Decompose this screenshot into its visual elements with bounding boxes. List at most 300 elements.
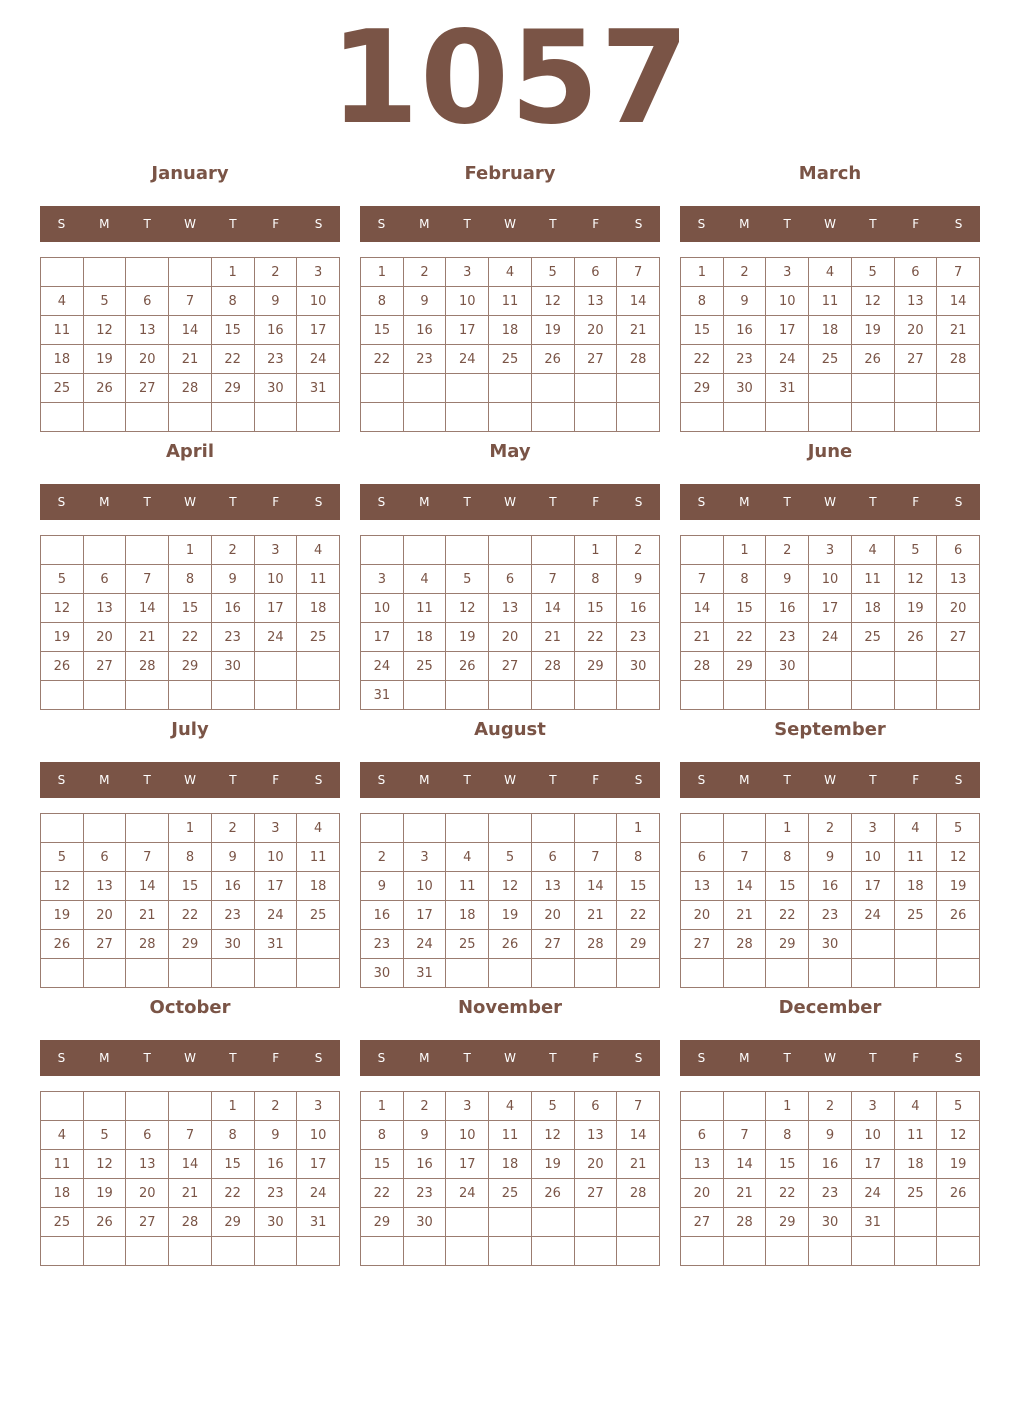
empty-cell [211,1237,254,1266]
day-cell: 26 [894,623,937,652]
week-row [361,623,660,652]
empty-cell [361,814,404,843]
day-cell: 14 [617,287,660,316]
day-cell: 27 [574,1179,617,1208]
weekday-header [680,1040,980,1076]
week-row [681,565,980,594]
empty-cell [531,681,574,710]
day-cell: 28 [617,1179,660,1208]
weekday-label: M [739,495,750,509]
week-row [681,1150,980,1179]
week-row [681,594,980,623]
empty-cell [169,681,212,710]
weekday-label: F [912,217,920,231]
empty-cell [489,536,532,565]
day-cell: 8 [211,287,254,316]
empty-cell [894,1237,937,1266]
empty-cell [83,814,126,843]
day-cell: 24 [297,1179,340,1208]
day-cell: 7 [126,843,169,872]
days-grid [680,1091,980,1266]
day-cell: 10 [361,594,404,623]
empty-cell [41,1237,84,1266]
day-cell: 21 [681,623,724,652]
day-cell: 25 [489,1179,532,1208]
day-cell: 14 [126,872,169,901]
day-cell: 8 [169,843,212,872]
day-cell: 6 [83,843,126,872]
day-cell: 18 [851,594,894,623]
day-cell: 15 [617,872,660,901]
week-row [361,536,660,565]
weekday-label: W [504,217,516,231]
weekday-label: T [143,1051,151,1065]
day-cell: 8 [681,287,724,316]
empty-cell [297,403,340,432]
weekday-label: S [377,1051,386,1065]
day-cell: 8 [169,565,212,594]
day-cell: 11 [489,287,532,316]
empty-cell [254,403,297,432]
day-cell: 25 [403,652,446,681]
empty-cell [83,1092,126,1121]
days-grid [360,813,660,988]
day-cell: 22 [723,623,766,652]
empty-cell [489,814,532,843]
day-cell: 19 [894,594,937,623]
day-cell: 17 [254,872,297,901]
day-cell: 19 [937,872,980,901]
day-cell: 27 [681,930,724,959]
empty-cell [531,536,574,565]
empty-cell [254,1237,297,1266]
day-cell: 29 [766,1208,809,1237]
weekday-label: T [783,217,791,231]
day-cell: 16 [617,594,660,623]
day-cell: 12 [83,316,126,345]
day-cell: 22 [211,345,254,374]
day-cell: 7 [937,258,980,287]
weekday-label: W [504,495,516,509]
day-cell: 8 [766,843,809,872]
weekday-label: S [634,1051,643,1065]
empty-cell [83,258,126,287]
day-cell: 9 [809,1121,852,1150]
day-cell: 25 [41,374,84,403]
day-cell: 2 [809,814,852,843]
empty-cell [531,959,574,988]
weekday-label: T [143,217,151,231]
weekday-header [360,762,660,798]
day-cell: 6 [126,1121,169,1150]
weekday-label: F [592,773,600,787]
day-cell: 21 [723,1179,766,1208]
week-row [681,681,980,710]
day-cell: 14 [617,1121,660,1150]
day-cell: 10 [809,565,852,594]
empty-cell [41,536,84,565]
weekday-label: F [912,773,920,787]
day-cell: 21 [723,901,766,930]
day-cell: 31 [297,374,340,403]
day-cell: 7 [574,843,617,872]
month-name: February [464,163,556,184]
day-cell: 21 [169,345,212,374]
weekday-label: M [419,1051,430,1065]
day-cell: 26 [41,652,84,681]
day-cell: 28 [126,930,169,959]
month-name: April [165,441,215,462]
week-row [41,565,340,594]
weekday-label: S [57,217,66,231]
day-cell: 17 [361,623,404,652]
empty-cell [489,959,532,988]
empty-cell [681,1092,724,1121]
day-cell: 13 [937,565,980,594]
day-cell: 16 [403,1150,446,1179]
week-row [361,652,660,681]
weekday-label: S [697,1051,706,1065]
month-name: September [774,719,886,740]
weekday-label: F [592,217,600,231]
day-cell: 13 [531,872,574,901]
day-cell: 27 [126,374,169,403]
week-row [361,681,660,710]
days-grid [40,1091,340,1266]
weekday-label: W [184,495,196,509]
day-cell: 12 [489,872,532,901]
empty-cell [681,536,724,565]
empty-cell [681,959,724,988]
day-cell: 10 [766,287,809,316]
day-cell: 24 [766,345,809,374]
day-cell: 3 [403,843,446,872]
day-cell: 18 [809,316,852,345]
day-cell: 10 [851,843,894,872]
day-cell: 12 [531,287,574,316]
day-cell: 3 [254,814,297,843]
day-cell: 10 [297,1121,340,1150]
days-grid [680,813,980,988]
day-cell: 21 [126,901,169,930]
day-cell: 28 [126,652,169,681]
week-row [361,565,660,594]
week-row [681,652,980,681]
day-cell: 11 [894,843,937,872]
empty-cell [211,403,254,432]
week-row [41,374,340,403]
day-cell: 22 [211,1179,254,1208]
day-cell: 27 [681,1208,724,1237]
day-cell: 29 [723,652,766,681]
day-cell: 15 [723,594,766,623]
day-cell: 6 [894,258,937,287]
day-cell: 12 [937,843,980,872]
week-row [681,930,980,959]
day-cell: 26 [41,930,84,959]
weekday-label: S [634,773,643,787]
day-cell: 1 [681,258,724,287]
empty-cell [574,681,617,710]
weekday-header [680,206,980,242]
weekday-label: T [783,773,791,787]
day-cell: 13 [681,1150,724,1179]
day-cell: 23 [723,345,766,374]
day-cell: 4 [297,536,340,565]
day-cell: 6 [681,843,724,872]
day-cell: 19 [531,1150,574,1179]
day-cell: 4 [297,814,340,843]
day-cell: 25 [446,930,489,959]
day-cell: 19 [41,623,84,652]
empty-cell [809,652,852,681]
empty-cell [531,814,574,843]
day-cell: 15 [574,594,617,623]
weekday-label: T [143,773,151,787]
empty-cell [83,536,126,565]
day-cell: 10 [446,1121,489,1150]
day-cell: 5 [937,814,980,843]
weekday-header [360,484,660,520]
day-cell: 6 [83,565,126,594]
day-cell: 17 [851,872,894,901]
empty-cell [937,1237,980,1266]
empty-cell [83,959,126,988]
empty-cell [169,403,212,432]
week-row [361,258,660,287]
day-cell: 8 [723,565,766,594]
day-cell: 23 [361,930,404,959]
empty-cell [851,930,894,959]
day-cell: 21 [126,623,169,652]
weekday-header [360,206,660,242]
day-cell: 19 [489,901,532,930]
day-cell: 20 [937,594,980,623]
day-cell: 26 [83,374,126,403]
day-cell: 29 [211,1208,254,1237]
day-cell: 25 [894,901,937,930]
weekday-label: W [824,217,836,231]
week-row [681,403,980,432]
empty-cell [531,374,574,403]
day-cell: 2 [403,258,446,287]
day-cell: 12 [937,1121,980,1150]
week-row [681,536,980,565]
day-cell: 5 [937,1092,980,1121]
weekday-label: W [504,1051,516,1065]
empty-cell [894,403,937,432]
week-row [41,1121,340,1150]
empty-cell [446,374,489,403]
week-row [361,345,660,374]
week-row [681,345,980,374]
day-cell: 19 [937,1150,980,1179]
day-cell: 17 [446,1150,489,1179]
month-name: October [149,997,231,1018]
day-cell: 1 [361,1092,404,1121]
day-cell: 3 [446,1092,489,1121]
day-cell: 26 [531,1179,574,1208]
day-cell: 4 [894,814,937,843]
week-row [41,930,340,959]
day-cell: 2 [254,1092,297,1121]
day-cell: 4 [41,1121,84,1150]
empty-cell [723,814,766,843]
day-cell: 29 [617,930,660,959]
weekday-label: W [184,217,196,231]
empty-cell [489,374,532,403]
week-row [681,959,980,988]
empty-cell [894,652,937,681]
day-cell: 7 [681,565,724,594]
day-cell: 23 [809,901,852,930]
empty-cell [937,1208,980,1237]
day-cell: 16 [809,872,852,901]
day-cell: 23 [254,1179,297,1208]
weekday-label: M [419,495,430,509]
day-cell: 6 [126,287,169,316]
day-cell: 24 [446,1179,489,1208]
empty-cell [83,681,126,710]
weekday-label: S [377,495,386,509]
day-cell: 6 [937,536,980,565]
empty-cell [403,403,446,432]
week-row [41,316,340,345]
weekday-label: T [549,1051,557,1065]
empty-cell [41,1092,84,1121]
empty-cell [297,930,340,959]
day-cell: 7 [126,565,169,594]
day-cell: 14 [723,1150,766,1179]
day-cell: 20 [681,901,724,930]
week-row [681,1121,980,1150]
day-cell: 26 [446,652,489,681]
day-cell: 3 [766,258,809,287]
day-cell: 23 [211,623,254,652]
day-cell: 28 [169,374,212,403]
day-cell: 15 [169,594,212,623]
day-cell: 30 [211,930,254,959]
weekday-label: T [549,217,557,231]
empty-cell [361,1237,404,1266]
empty-cell [446,814,489,843]
empty-cell [851,403,894,432]
empty-cell [574,1237,617,1266]
day-cell: 20 [894,316,937,345]
month-name: December [778,997,882,1018]
empty-cell [681,681,724,710]
week-row [41,403,340,432]
weekday-label: T [463,773,471,787]
day-cell: 8 [361,287,404,316]
week-row [681,287,980,316]
empty-cell [446,536,489,565]
day-cell: 11 [446,872,489,901]
day-cell: 20 [531,901,574,930]
empty-cell [681,814,724,843]
day-cell: 23 [766,623,809,652]
day-cell: 21 [937,316,980,345]
day-cell: 27 [531,930,574,959]
day-cell: 12 [531,1121,574,1150]
day-cell: 14 [126,594,169,623]
day-cell: 16 [403,316,446,345]
day-cell: 22 [361,1179,404,1208]
month-name: August [474,719,546,740]
day-cell: 12 [894,565,937,594]
day-cell: 18 [41,1179,84,1208]
empty-cell [297,1237,340,1266]
empty-cell [169,1237,212,1266]
empty-cell [169,1092,212,1121]
week-row [361,814,660,843]
day-cell: 5 [851,258,894,287]
empty-cell [574,814,617,843]
week-row [361,316,660,345]
empty-cell [489,1208,532,1237]
weekday-label: S [634,495,643,509]
day-cell: 25 [894,1179,937,1208]
day-cell: 8 [361,1121,404,1150]
empty-cell [83,1237,126,1266]
day-cell: 9 [361,872,404,901]
empty-cell [851,959,894,988]
week-row [681,1092,980,1121]
day-cell: 16 [254,1150,297,1179]
week-row [681,258,980,287]
day-cell: 3 [297,258,340,287]
week-row [361,594,660,623]
week-row [41,536,340,565]
empty-cell [809,1237,852,1266]
day-cell: 14 [681,594,724,623]
weekday-label: T [869,495,877,509]
day-cell: 15 [169,872,212,901]
day-cell: 28 [531,652,574,681]
week-row [361,872,660,901]
day-cell: 23 [211,901,254,930]
day-cell: 5 [531,1092,574,1121]
day-cell: 11 [894,1121,937,1150]
empty-cell [169,959,212,988]
day-cell: 8 [766,1121,809,1150]
empty-cell [126,403,169,432]
day-cell: 22 [617,901,660,930]
empty-cell [809,403,852,432]
weekday-label: M [99,1051,110,1065]
day-cell: 16 [211,872,254,901]
day-cell: 27 [489,652,532,681]
month-name: July [171,719,209,740]
day-cell: 3 [446,258,489,287]
day-cell: 9 [617,565,660,594]
empty-cell [169,258,212,287]
day-cell: 24 [851,901,894,930]
day-cell: 4 [41,287,84,316]
weekday-label: S [954,1051,963,1065]
day-cell: 7 [617,1092,660,1121]
weekday-label: S [314,495,323,509]
weekday-label: S [314,1051,323,1065]
weekday-label: M [99,495,110,509]
weekday-label: F [272,217,280,231]
day-cell: 13 [574,287,617,316]
weekday-header [40,206,340,242]
day-cell: 30 [403,1208,446,1237]
day-cell: 11 [809,287,852,316]
empty-cell [126,258,169,287]
day-cell: 28 [723,1208,766,1237]
